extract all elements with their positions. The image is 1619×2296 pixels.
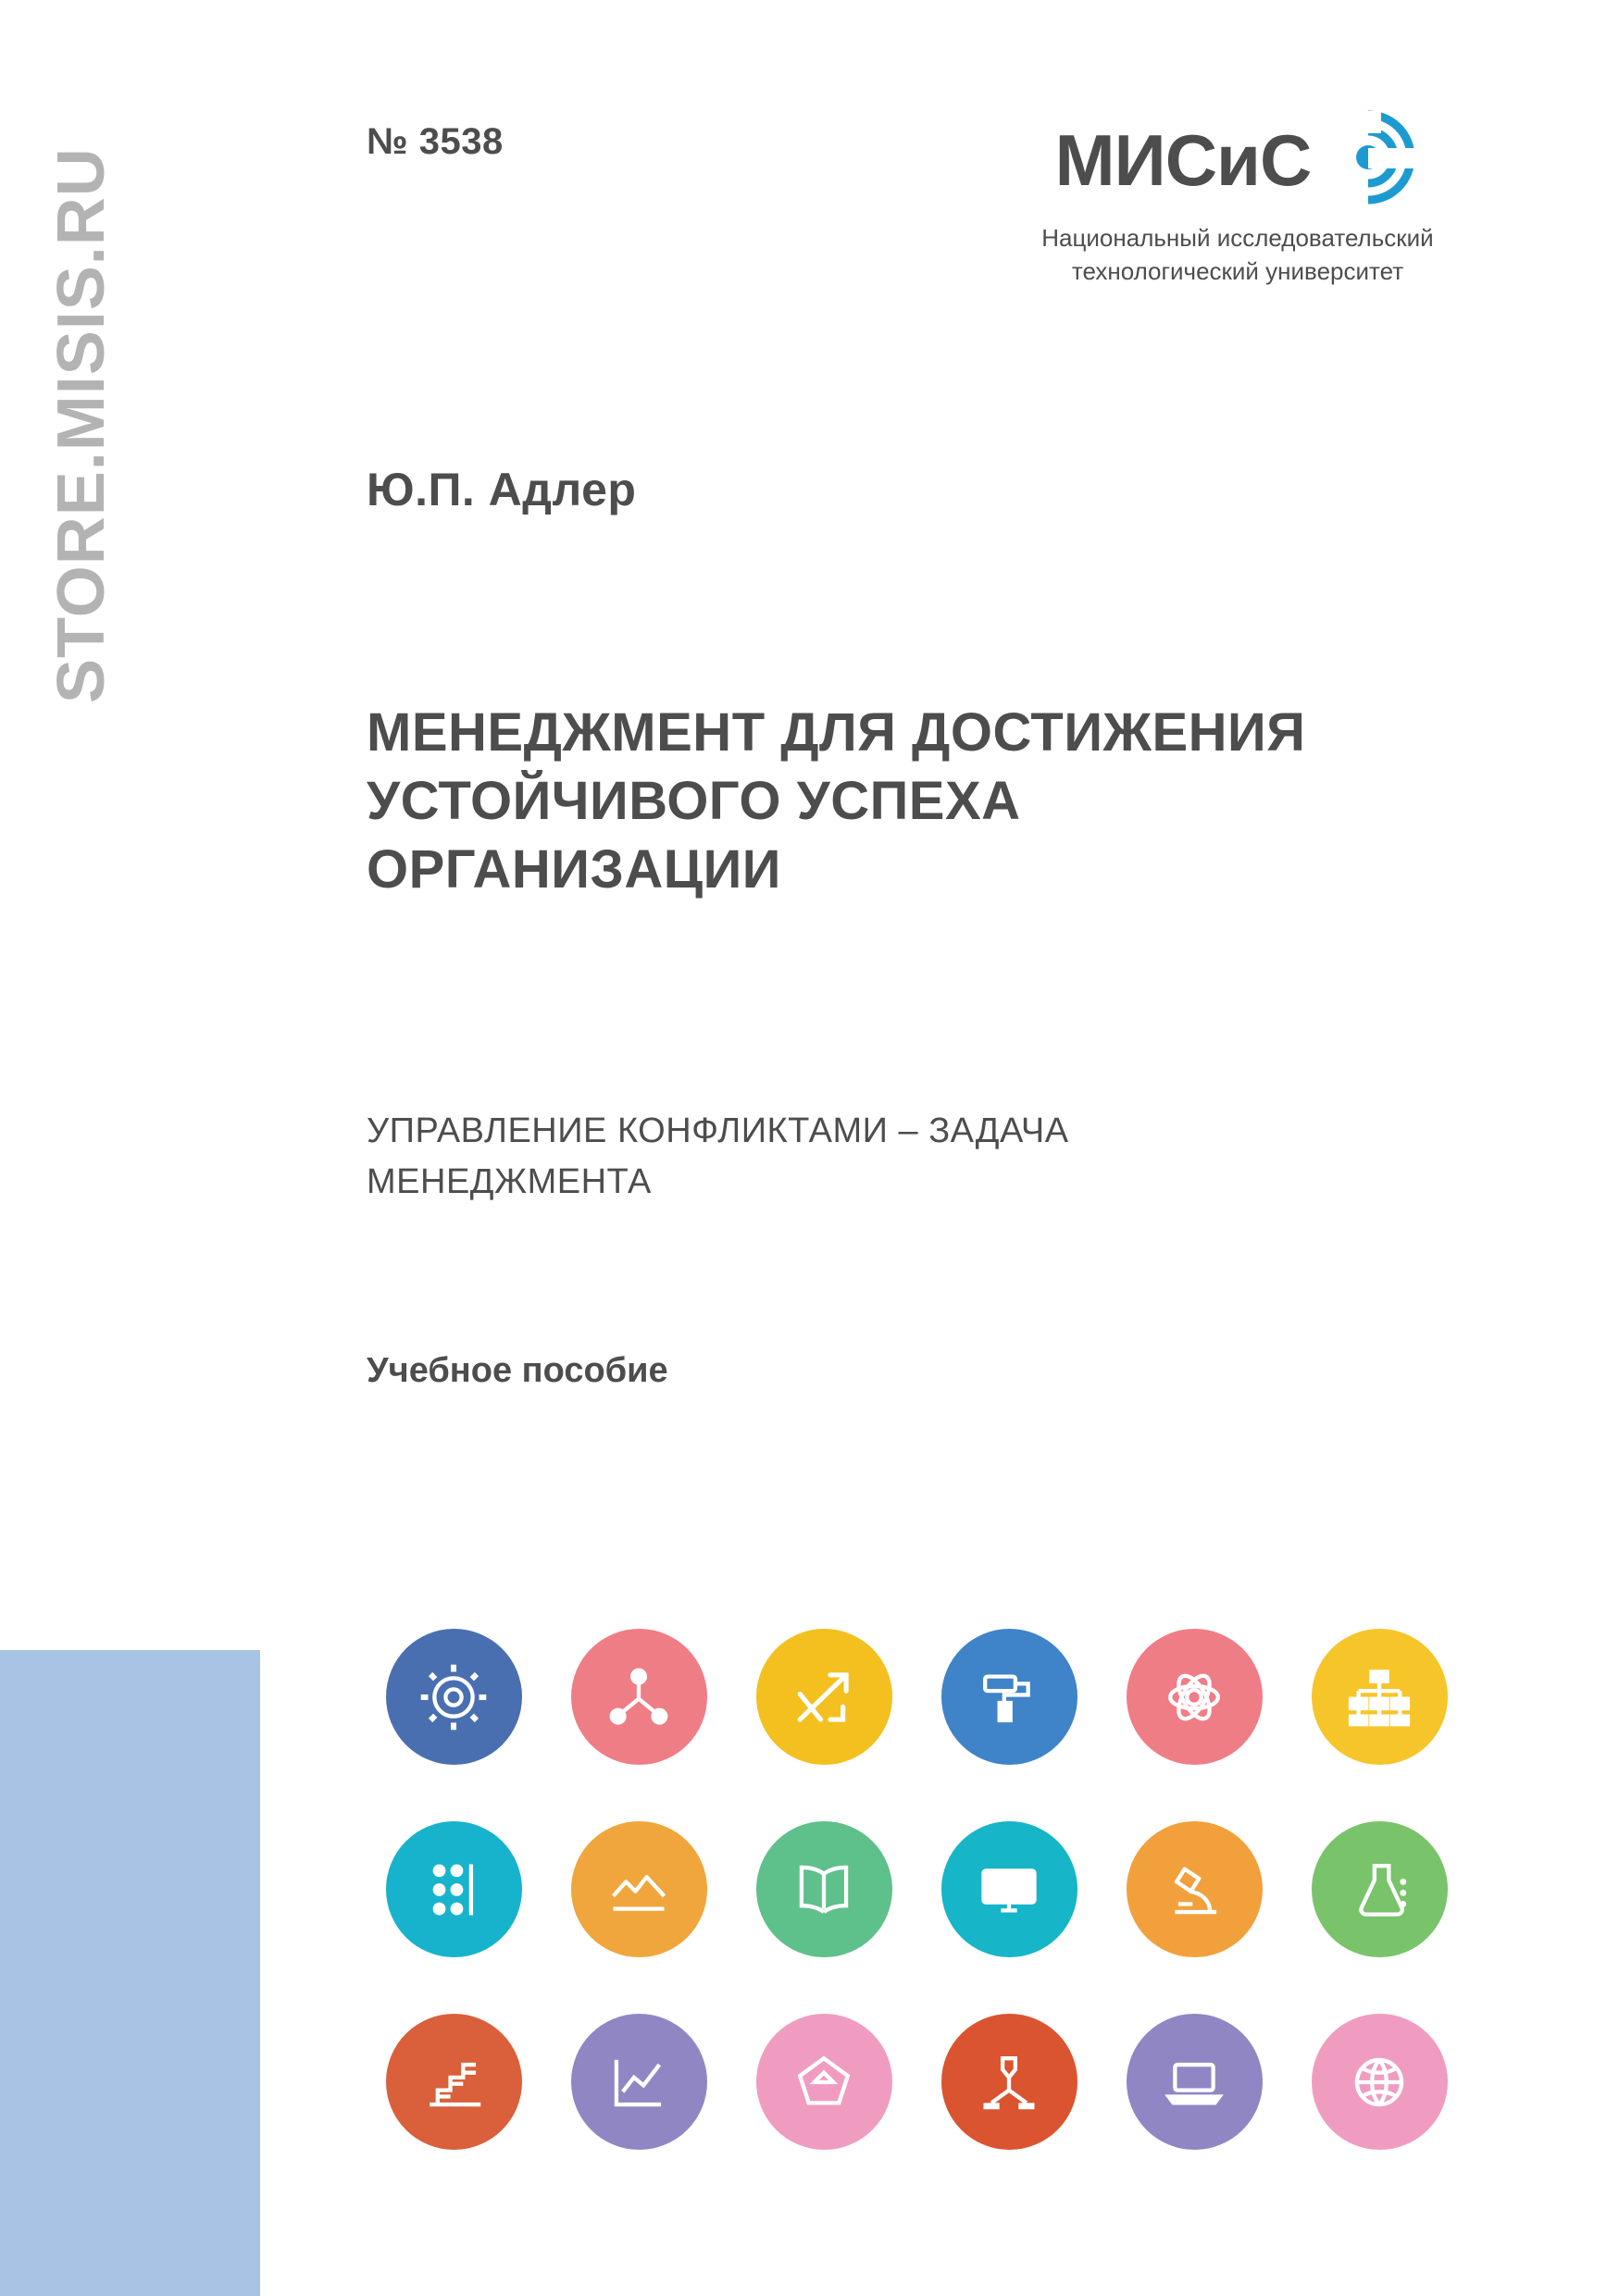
icon-grid [361, 1629, 1472, 2206]
page-subtitle: УПРАВЛЕНИЕ КОНФЛИКТАМИ – ЗАДАЧА МЕНЕДЖМЕНТА [367, 1111, 1069, 1202]
abacus-icon [386, 1821, 522, 1957]
hierarchy-icon [1312, 1629, 1448, 1765]
pipette-network-icon [941, 2014, 1077, 2150]
laptop-icon [1127, 2014, 1263, 2150]
paint-roller-icon [941, 1629, 1077, 1765]
decorative-blue-block [0, 1650, 260, 2296]
logo-subtitle-line1: Национальный исследовательский [1041, 224, 1434, 252]
logo-wordmark: МИСиС [1054, 119, 1312, 201]
arrows-exchange-icon [756, 1629, 892, 1765]
microscope-icon [1127, 1821, 1263, 1957]
line-chart-icon [571, 2014, 707, 2150]
logo-subtitle [978, 222, 1497, 289]
university-logo [978, 111, 1497, 289]
molecule-node-icon [571, 1629, 707, 1765]
document-number: № 3538 [367, 121, 504, 162]
author-name: Ю.П. Адлер [367, 464, 637, 515]
open-book-icon [756, 1821, 892, 1957]
monitor-icon [941, 1821, 1077, 1957]
pentagon-house-icon [756, 2014, 892, 2150]
mountain-chart-icon [571, 1821, 707, 1957]
page-title: МЕНЕДЖМЕНТ ДЛЯ ДОСТИЖЕНИЯ УСТОЙЧИВОГО УСПЕХА ОРГАНИЗАЦИИ [367, 702, 1306, 900]
atom-icon [1127, 1629, 1263, 1765]
stairs-icon [386, 2014, 522, 2150]
globe-icon [1312, 2014, 1448, 2150]
logo-row [978, 111, 1497, 209]
gear-icon [386, 1629, 522, 1765]
watermark-text: STORE.MISIS.RU [44, 147, 118, 703]
misis-spiral-mark-icon [1316, 105, 1420, 209]
flask-icon [1312, 1821, 1448, 1957]
logo-subtitle-line2: технологический университет [1071, 256, 1404, 285]
publication-kind: Учебное пособие [367, 1351, 668, 1390]
